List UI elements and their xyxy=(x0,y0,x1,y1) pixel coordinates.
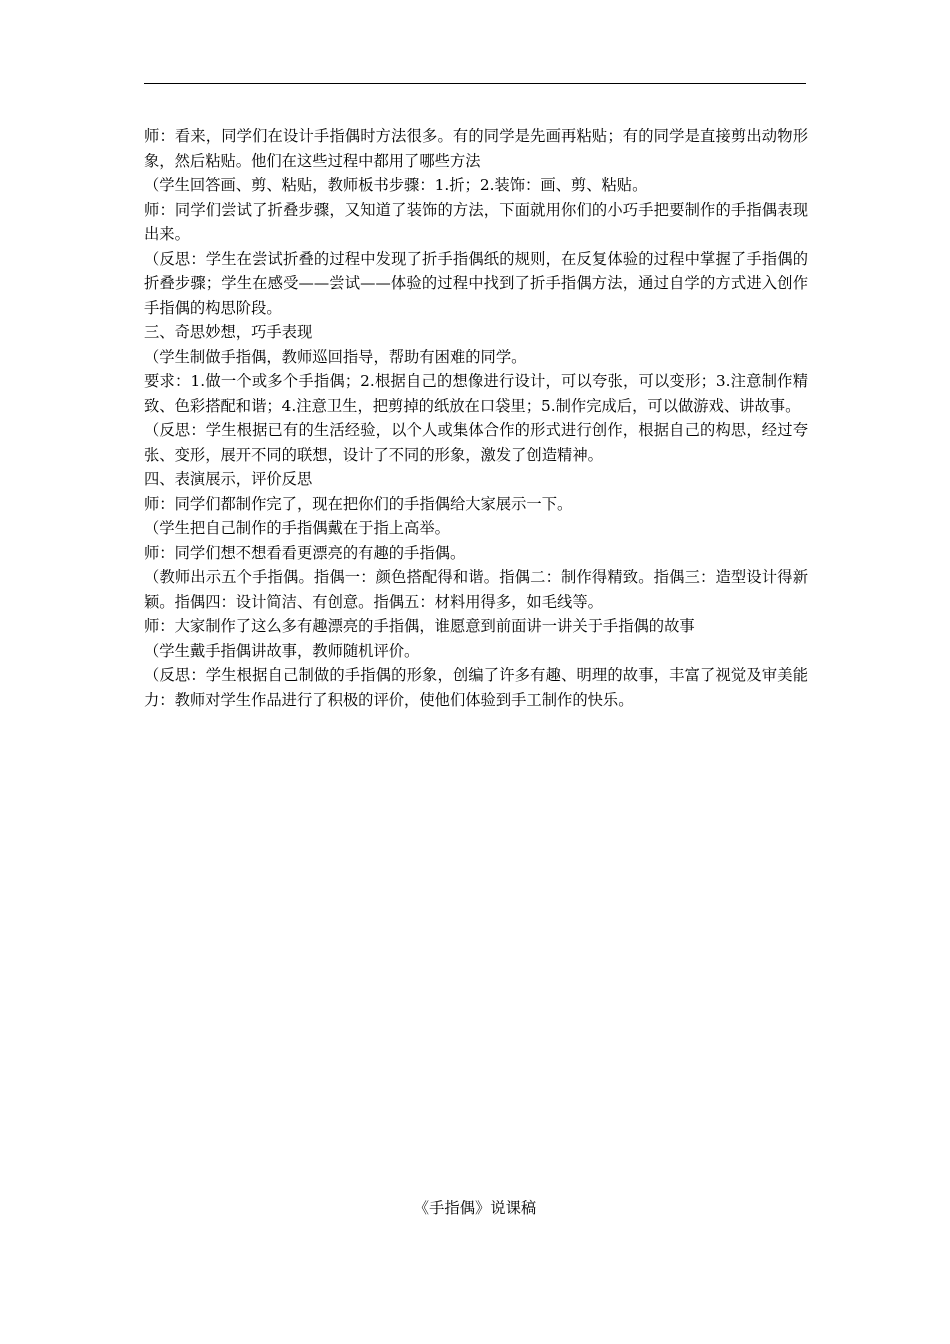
header-rule xyxy=(144,83,806,84)
paragraph: 师：同学们都制作完了，现在把你们的手指偶给大家展示一下。 xyxy=(144,494,573,513)
footer-title: 《手指偶》说课稿 xyxy=(413,1199,537,1217)
paragraph: （学生制做手指偶，教师巡回指导，帮助有困难的同学。 xyxy=(144,347,527,366)
paragraph: （学生把自己制作的手指偶戴在于指上高举。 xyxy=(144,519,450,537)
document-body xyxy=(144,124,808,712)
paragraph: 师：看来，同学们在设计手指偶时方法很多。有的同学是先画再粘贴；有的同学是直接剪出动物形象，然后粘贴。他们在这些过程中都用了哪些方法 xyxy=(144,127,808,170)
paragraph: 师：大家制作了这么多有趣漂亮的手指偶，谁愿意到前面讲一讲关于手指偶的故事 xyxy=(144,617,695,635)
paragraph: 师：同学们尝试了折叠步骤，又知道了装饰的方法，下面就用你们的小巧手把要制作的手指偶表现出来。 xyxy=(144,200,808,243)
paragraph: （反思：学生根据已有的生活经验，以个人或集体合作的形式进行创作，根据自己的构思，经过夸张、变形，展开不同的联想，设计了不同的形象，激发了创造精神。 xyxy=(144,421,808,464)
paragraph: （学生回答画、剪、粘贴，教师板书步骤：1.折；2.装饰：画、剪、粘贴。 xyxy=(144,176,648,194)
paragraph: 师：同学们想不想看看更漂亮的有趣的手指偶。 xyxy=(144,543,466,562)
section-heading: 三、奇思妙想，巧手表现 xyxy=(144,323,313,341)
paragraph: （反思：学生在尝试折叠的过程中发现了折手指偶纸的规则，在反复体验的过程中掌握了手指偶的折叠步骤；学生在感受——尝试——体验的过程中找到了折手指偶方法，通过自学的方式进入创作手指偶的构思阶段。 xyxy=(144,249,808,317)
paragraph: （教师出示五个手指偶。指偶一：颜色搭配得和谐。指偶二：制作得精致。指偶三：造型设计得新颖。指偶四：设计简洁、有创意。指偶五：材料用得多，如毛线等。 xyxy=(144,568,808,611)
paragraph: （反思：学生根据自己制做的手指偶的形象，创编了许多有趣、明理的故事，丰富了视觉及审美能力：教师对学生作品进行了积极的评价，使他们体验到手工制作的快乐。 xyxy=(144,666,808,709)
paragraph: （学生戴手指偶讲故事，教师随机评价。 xyxy=(144,641,420,660)
section-heading: 四、表演展示，评价反思 xyxy=(144,470,313,488)
paragraph: 要求：1.做一个或多个手指偶；2.根据自己的想像进行设计，可以夸张，可以变形；3.注意制作精致、色彩搭配和谐；4.注意卫生，把剪掉的纸放在口袋里；5.制作完成后，可以做游戏、讲故事。 xyxy=(144,372,808,415)
